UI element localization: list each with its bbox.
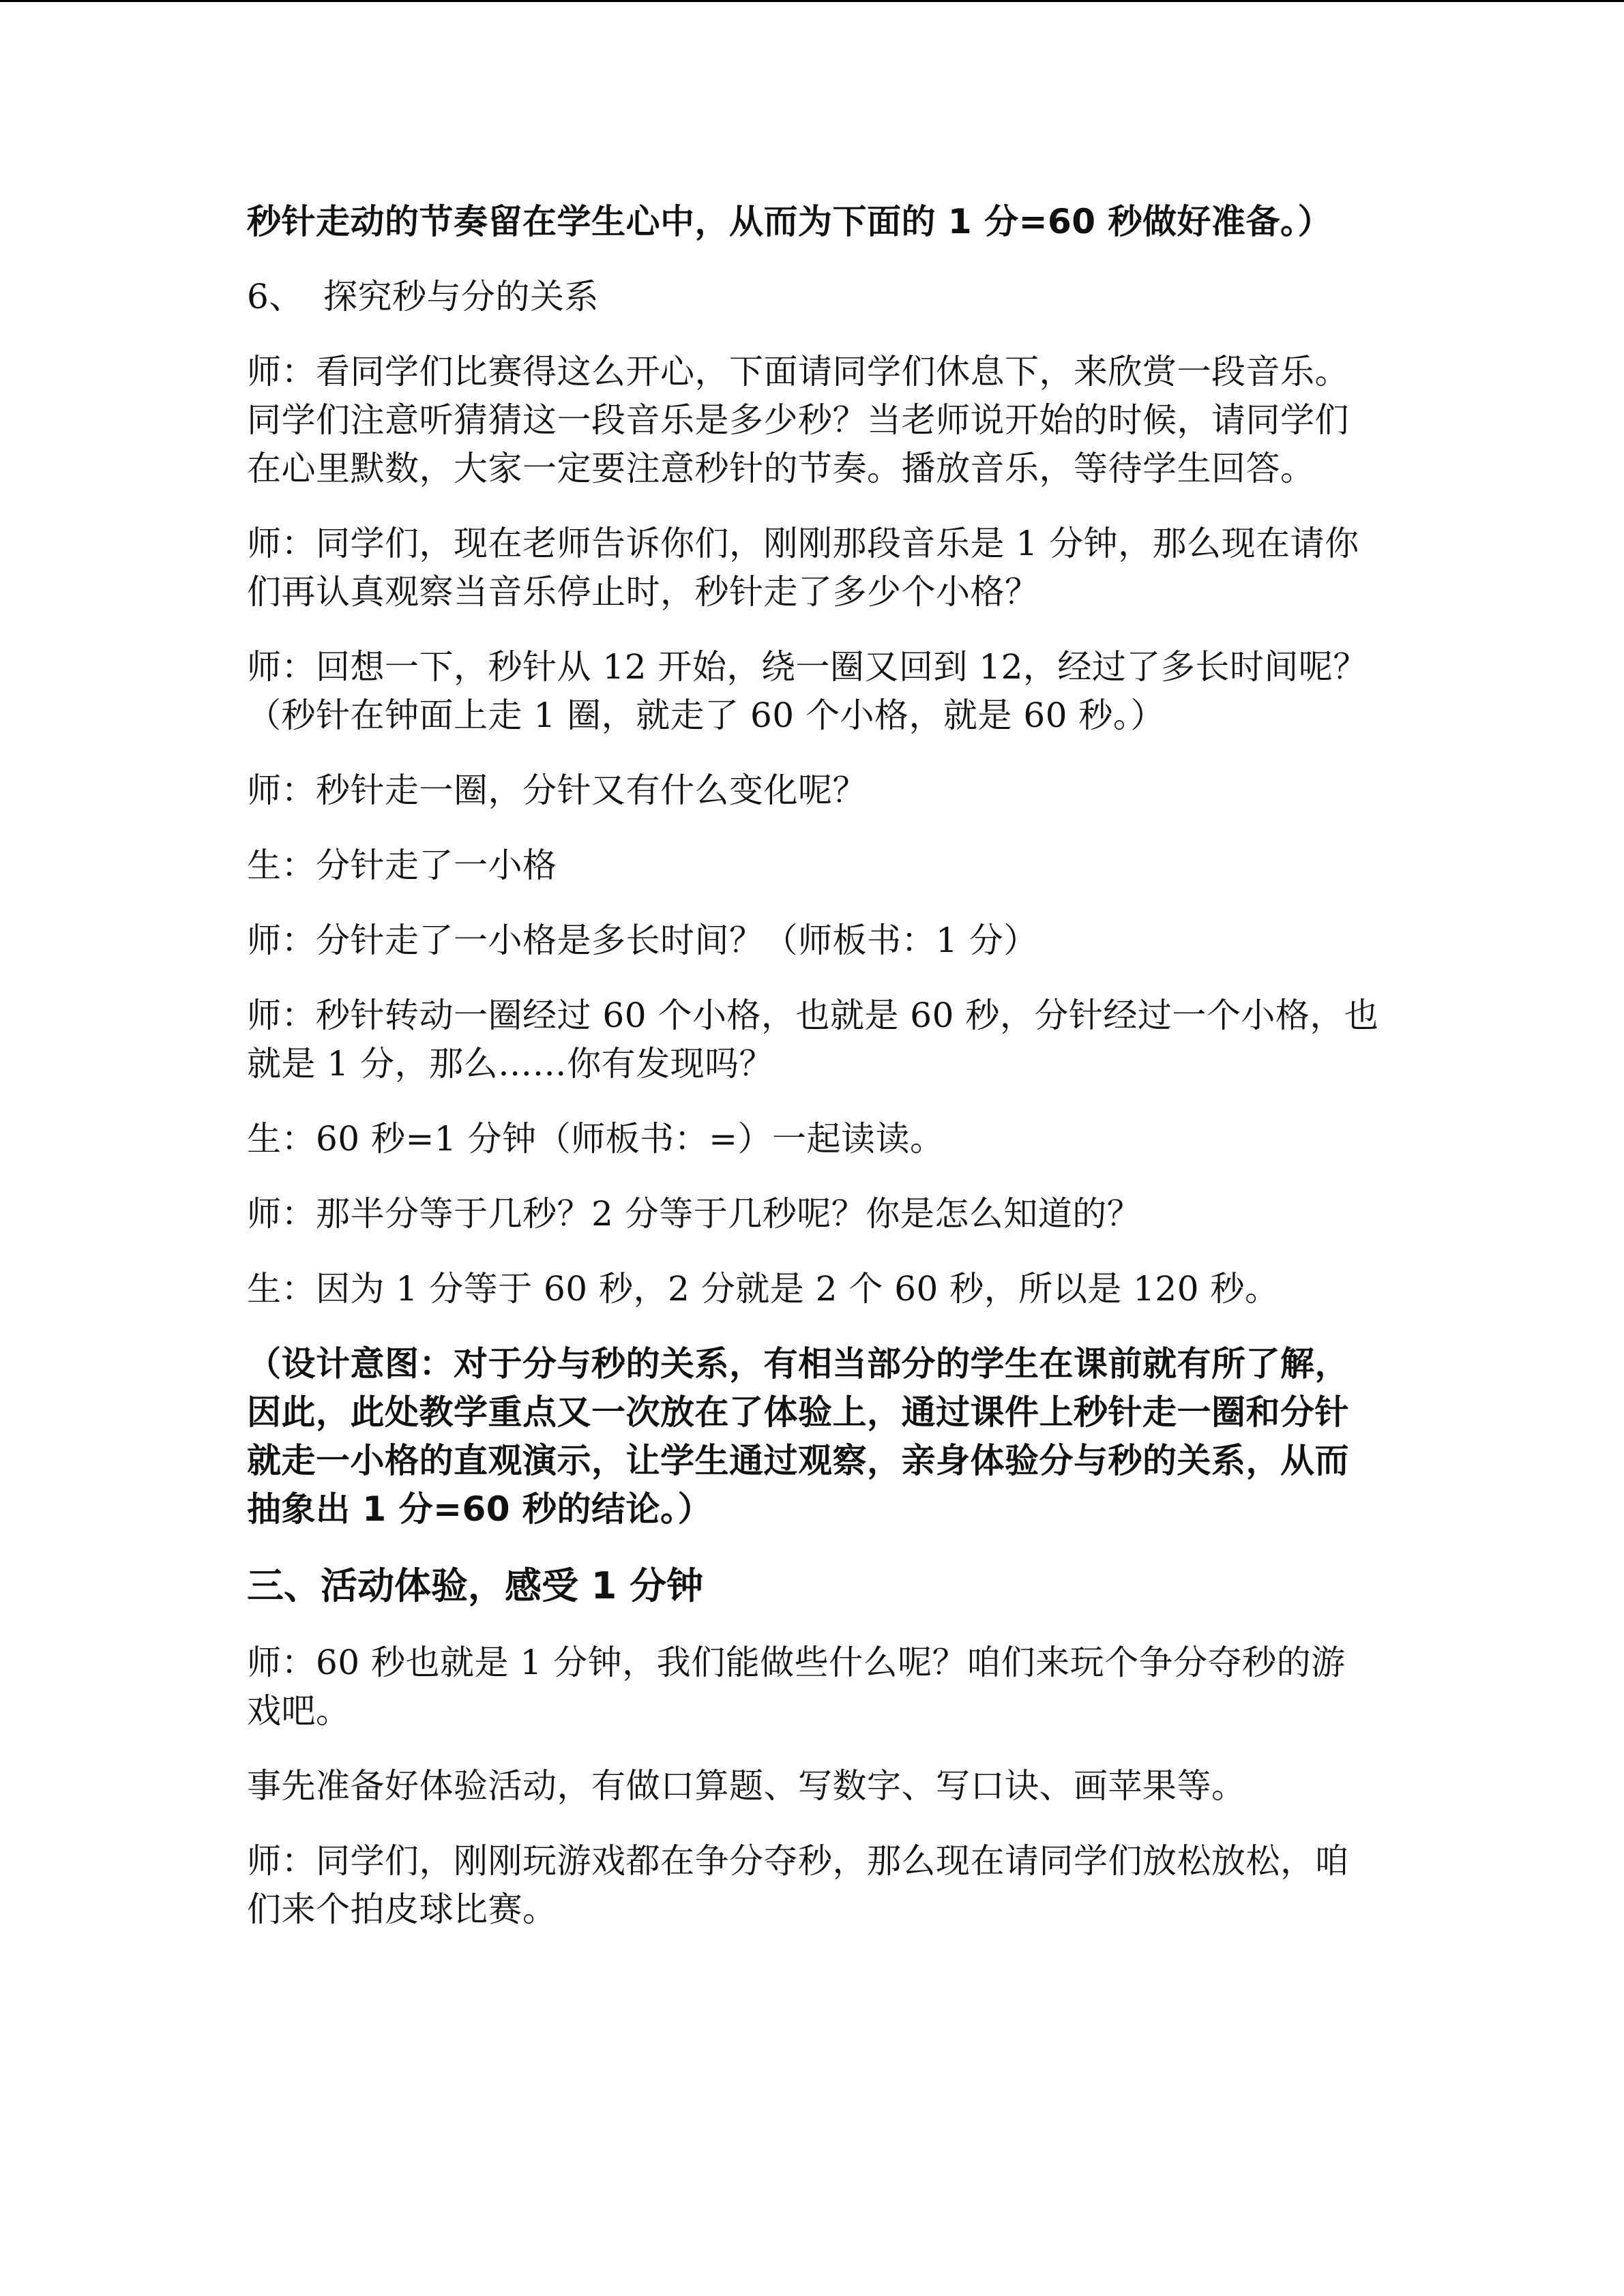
teacher-line-one-minute: 师：同学们，现在老师告诉你们，刚刚那段音乐是 1 分钟，那么现在请你们再认真观察当音乐停止时，秒针走了多少个小格？: [247, 524, 1359, 612]
student-line-60s-equals: 生：60 秒=1 分钟（师板书：=）一起读读。: [247, 1119, 945, 1159]
top-border-line: [0, 0, 1624, 2]
activity-preparation: 事先准备好体验活动，有做口算题、写数字、写口诀、画苹果等。: [247, 1766, 1246, 1806]
teacher-line-ball-game: 师：同学们，刚刚玩游戏都在争分夺秒，那么现在请同学们放松放松，咱们来个拍皮球比赛。: [247, 1841, 1349, 1929]
teacher-line-recall: 师：回想一下，秒针从 12 开始，绕一圈又回到 12，经过了多长时间呢？（秒针在钟面上走 1 圈，就走了 60 个小格，就是 60 秒。）: [247, 647, 1368, 735]
section-title: 探究秒与分的关系: [323, 277, 599, 316]
teacher-line-discovery: 师：秒针转动一圈经过 60 个小格，也就是 60 秒，分针经过一个小格，也就是 1 分，那么……你有发现吗？: [247, 996, 1379, 1084]
section-number: 6、: [247, 277, 304, 316]
document-page: [247, 198, 1379, 1960]
section-heading-6: [247, 273, 1379, 321]
student-line-one-tick: 生：分针走了一小格: [247, 846, 557, 885]
teacher-line-music: 师：看同学们比赛得这么开心，下面请同学们休息下，来欣赏一段音乐。同学们注意听猜猜这一段音乐是多少秒？当老师说开始的时候，请同学们在心里默数，大家一定要注意秒针的节奏。播放音乐，等待学生回答。: [247, 352, 1349, 488]
section-heading-3: 三、活动体验，感受 1 分钟: [247, 1564, 704, 1607]
teacher-line-minute-hand: 师：秒针走一圈，分针又有什么变化呢？: [247, 771, 867, 810]
student-line-120s: 生：因为 1 分等于 60 秒，2 分就是 2 个 60 秒，所以是 120 秒。: [247, 1269, 1280, 1309]
teacher-line-half-minute: 师：那半分等于几秒？2 分等于几秒呢？你是怎么知道的？: [247, 1194, 1142, 1234]
teacher-line-game: 师：60 秒也就是 1 分钟，我们能做些什么呢？咱们来玩个争分夺秒的游戏吧。: [247, 1643, 1346, 1731]
teacher-line-board-1min: 师：分针走了一小格是多长时间？（师板书：1 分）: [247, 921, 1038, 960]
design-intent-continued: 秒针走动的节奏留在学生心中，从而为下面的 1 分=60 秒做好准备。）: [247, 202, 1332, 241]
design-intent-paragraph: （设计意图：对于分与秒的关系，有相当部分的学生在课前就有所了解，因此，此处教学重点又一次放在了体验上，通过课件上秒针走一圈和分针就走一小格的直观演示，让学生通过观察，亲身体验分与秒的关系，从而抽象出 1 分=60 秒的结论。）: [247, 1344, 1349, 1529]
